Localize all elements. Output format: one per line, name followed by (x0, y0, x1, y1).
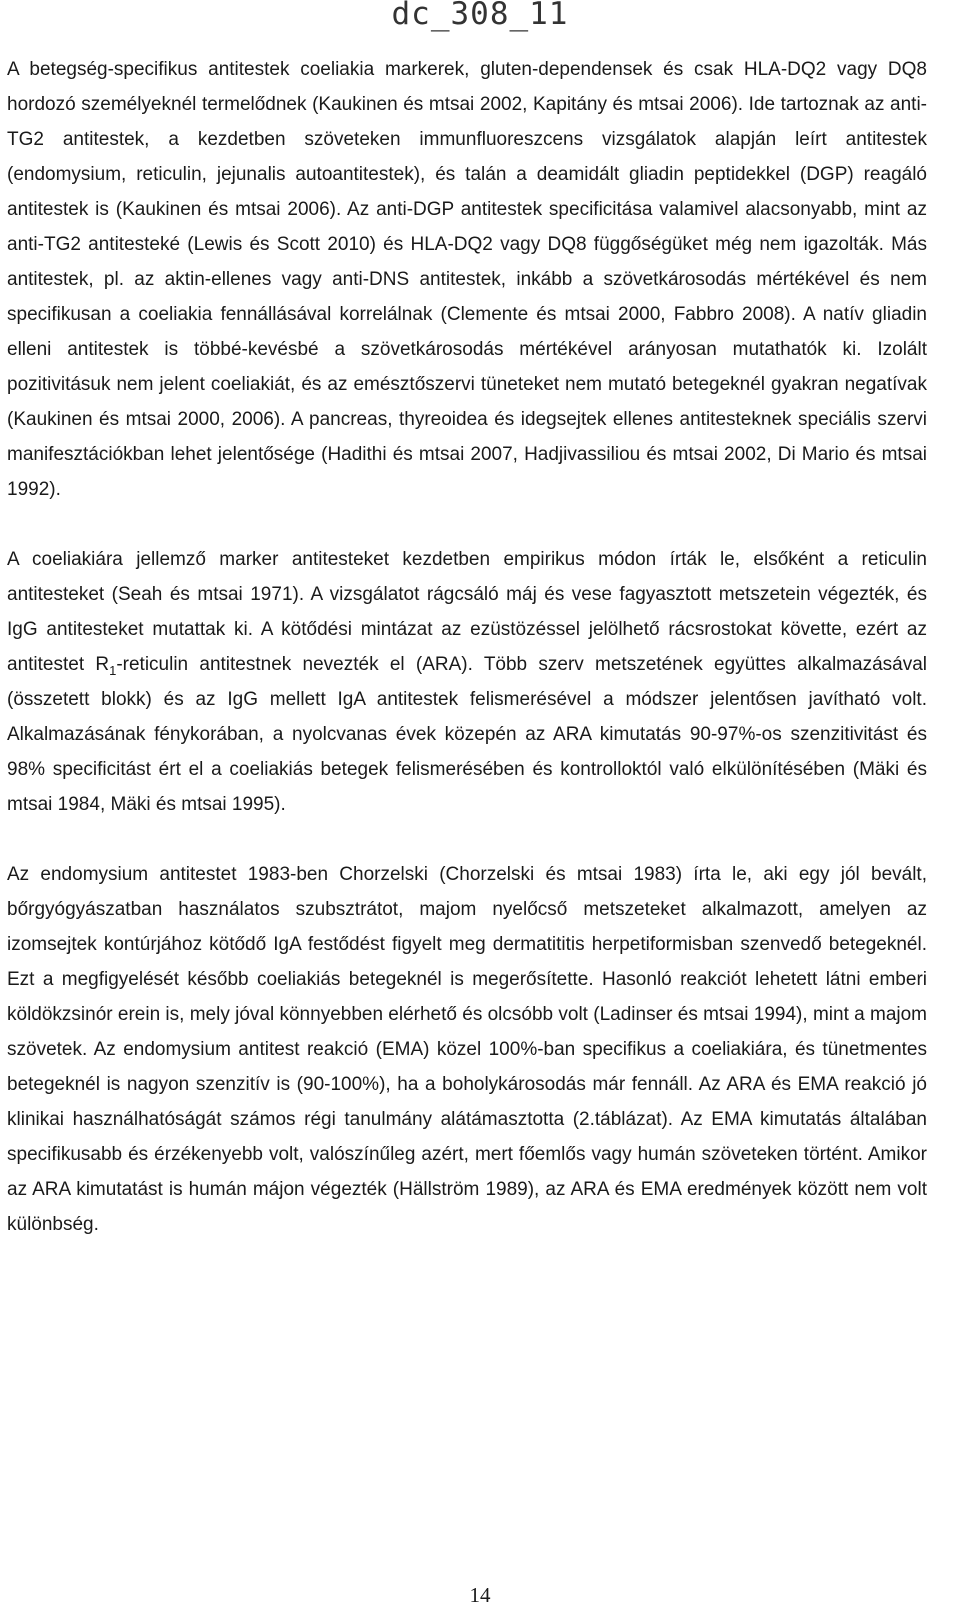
document-code-header: dc_308_11 (391, 0, 569, 32)
paragraph-antibody-markers: A betegség-specifikus antitestek coeliakia markerek, gluten-dependensek és csak HLA-DQ2 vagy DQ8 hordozó személyeknél termelődnek (Kaukinen és mtsai 2002, Kapitány és mtsai 2006). Ide tartoznak az anti-TG2 antitestek, a kezdetben szöveteken immunfluoreszcens vizsgálatok alapján leírt antitestek (endomysium, reticulin, jejunalis autoantitestek), és talán a deamidált gliadin peptidekkel (DGP) reagáló antitestek is (Kaukinen és mtsai 2006). Az anti-DGP antitestek specificitása valamivel alacsonyabb, mint az anti-TG2 antitesteké (Lewis és Scott 2010) és HLA-DQ2 vagy DQ8 függőségüket még nem igazolták. Más antitestek, pl. az aktin-ellenes vagy anti-DNS antitestek, inkább a szövetkárosodás mértékével és nem specifikusan a coeliakia fennállásával korrelálnak (Clemente és mtsai 2000, Fabbro 2008). A natív gliadin elleni antitestek is többé-kevésbé a szövetkárosodás mértékével arányosan mutathatók ki. Izolált pozitivitásuk nem jelent coeliakiát, és az emésztőszervi tüneteket nem mutató betegeknél gyakran negatívak (Kaukinen és mtsai 2000, 2006). A pancreas, thyreoidea és idegsejtek ellenes antitesteknek speciális szervi manifesztációkban lehet jelentősége (Hadithi és mtsai 2007, Hadjivassiliou és mtsai 2002, Di Mario és mtsai 1992). (7, 59, 927, 500)
paragraph-reticulin-antibodies (7, 542, 927, 822)
paragraph-endomysium-antibodies: Az endomysium antitestet 1983-ben Chorzelski (Chorzelski és mtsai 1983) írta le, aki egy jól bevált, bőrgyógyászatban használatos szubsztrátot, majom nyelőcső metszeteket alkalmazott, amelyen az izomsejtek kontúrjához kötődő IgA festődést figyelt meg dermatititis herpetiformisban szenvedő betegeknél. Ezt a megfigyelését később coeliakiás betegeknél is megerősítette. Hasonló reakciót lehetett látni emberi köldökzsinór erein is, mely jóval könnyebben elérhető és olcsóbb volt (Ladinser és mtsai 1994), mint a majom szövetek. Az endomysium antitest reakció (EMA) közel 100%-ban specifikus a coeliakiára, és tünetmentes betegeknél is nagyon szenzitív is (90-100%), ha a boholykárosodás már fennáll. Az ARA és EMA reakció jó klinikai használhatóságát számos régi tanulmány alátámasztotta (2.táblázat). Az EMA kimutatás általában specifikusabb és érzékenyebb volt, valószínűleg azért, mert főemlős vagy humán szöveteken történt. Amikor az ARA kimutatást is humán májon végezték (Hällström 1989), az ARA és EMA eredmények között nem volt különbség. (7, 864, 927, 1235)
paragraph-text-before-subscript: A coeliakiára jellemző marker antitesteket kezdetben empirikus módon írták le, elsőként a reticulin antitesteket (Seah és mtsai 1971). A vizsgálatot rágcsáló máj és vese fagyasztott metszetein végezték, és IgG antitesteket mutattak ki. A kötődési mintázat az ezüstözéssel jelölhető rácsrostokat követte, ezért az antitestet R (7, 549, 927, 675)
subscript-index: 1 (109, 662, 117, 678)
paragraph-text-after-subscript: -reticulin antitestnek nevezték el (ARA). Több szerv metszetének együttes alkalmazásával (összetett blokk) és az IgG mellett IgA antitestek felismerésével a módszer jelentősen javítható volt. Alkalmazásának fénykorában, a nyolcvanas évek közepén az ARA kimutatás 90-97%-os szenzitivitást és 98% specificitást ért el a coeliakiás betegek felismerésében és kontrolloktól való elkülönítésében (Mäki és mtsai 1984, Mäki és mtsai 1995). (7, 654, 928, 815)
page-number: 14 (469, 1583, 491, 1607)
body-text (7, 52, 927, 1242)
